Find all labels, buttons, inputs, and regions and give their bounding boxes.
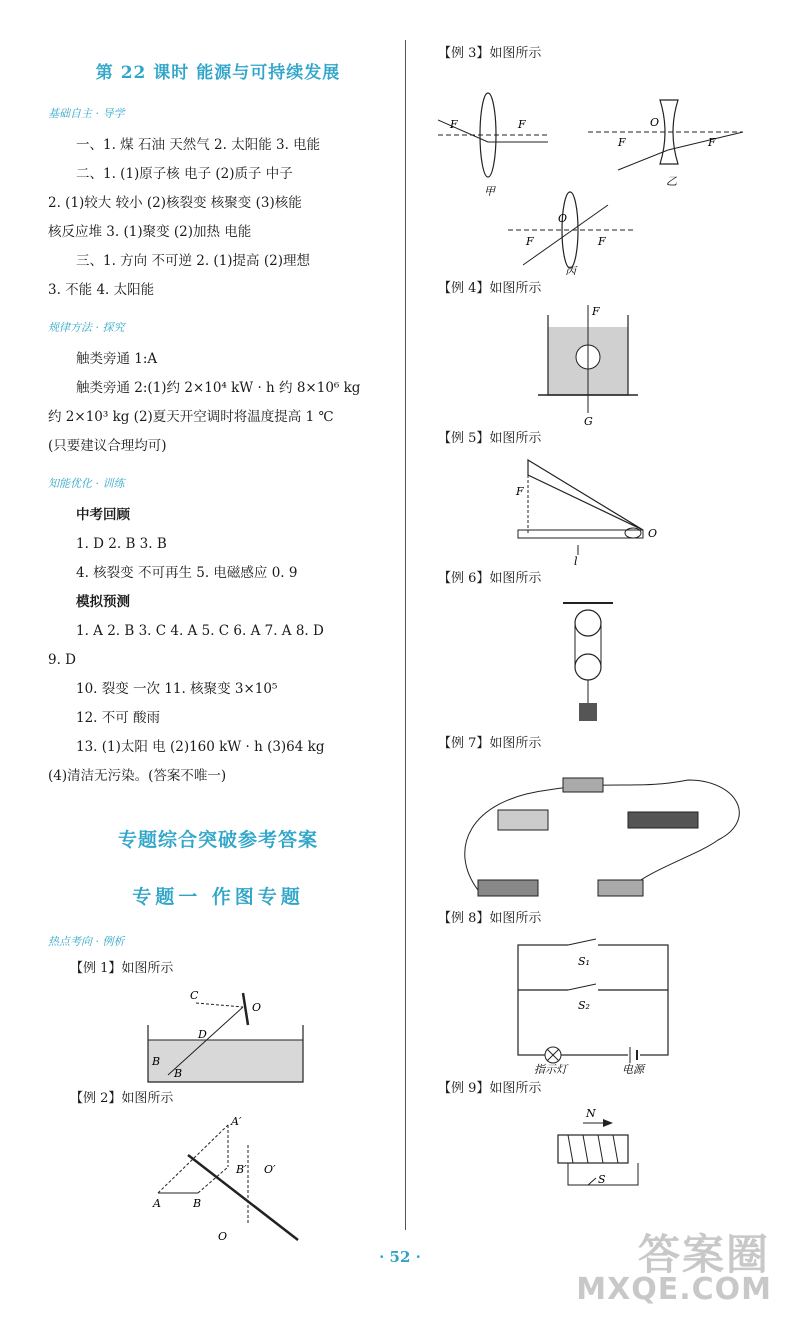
fig-label: 电源 bbox=[622, 1063, 644, 1075]
topic-subtitle: 专题一 作图专题 bbox=[132, 886, 304, 908]
watermark-logo: 答案圈 bbox=[637, 1230, 770, 1279]
figure-lenses bbox=[438, 70, 768, 275]
example-label: 【例 8】如图所示 bbox=[438, 911, 542, 926]
fig-label: 丙 bbox=[565, 265, 576, 275]
fig-label: F bbox=[592, 305, 600, 318]
fig-label: 乙 bbox=[666, 175, 677, 188]
figure-buoyancy bbox=[438, 305, 768, 425]
answer-line: 3. 不能 4. 太阳能 bbox=[48, 282, 155, 298]
fig-label: B′ bbox=[236, 1163, 247, 1176]
answer-line: 2. (1)较大 较小 (2)核裂变 核聚变 (3)核能 bbox=[48, 195, 302, 211]
example-label: 【例 1】如图所示 bbox=[70, 961, 174, 976]
example-label: 【例 5】如图所示 bbox=[438, 431, 542, 446]
answer-line: 触类旁通 1:A bbox=[76, 351, 158, 367]
figure-lever-stapler bbox=[438, 455, 768, 565]
figure-electromagnet bbox=[438, 1105, 768, 1215]
fig-label: F bbox=[618, 136, 626, 149]
answer-line: 4. 核裂变 不可再生 5. 电磁感应 0. 9 bbox=[76, 565, 298, 581]
fig-label: B bbox=[152, 1055, 161, 1068]
fig-label: F bbox=[518, 118, 526, 131]
subsection-heading: 中考回顾 bbox=[76, 507, 130, 523]
subsection-heading: 模拟预测 bbox=[76, 594, 130, 610]
answer-line: 9. D bbox=[48, 652, 76, 668]
fig-label: F bbox=[598, 235, 606, 248]
fig-label: F bbox=[526, 235, 534, 248]
answer-line: 1. A 2. B 3. C 4. A 5. C 6. A 7. A 8. D bbox=[76, 623, 324, 639]
topic-title: 专题综合突破参考答案 bbox=[117, 829, 318, 851]
section-heading-examples: 热点考向 · 例析 bbox=[48, 935, 125, 948]
fig-label: D bbox=[198, 1028, 207, 1041]
fig-label: F bbox=[708, 136, 716, 149]
watermark-url: MXQE.COM bbox=[576, 1272, 772, 1307]
left-column bbox=[48, 40, 388, 1245]
example-label: 【例 4】如图所示 bbox=[438, 281, 542, 296]
fig-label: F bbox=[516, 485, 524, 498]
answer-line: 13. (1)太阳 电 (2)160 kW · h (3)64 kg bbox=[76, 739, 325, 755]
example-label: 【例 2】如图所示 bbox=[70, 1091, 174, 1106]
answer-line: 三、1. 方向 不可逆 2. (1)提高 (2)理想 bbox=[76, 253, 310, 269]
example-label: 【例 3】如图所示 bbox=[438, 46, 542, 61]
answer-line: 二、1. (1)原子核 电子 (2)质子 中子 bbox=[76, 166, 293, 182]
figure-circuit-physical bbox=[438, 760, 768, 905]
answer-line: 1. D 2. B 3. B bbox=[76, 536, 167, 552]
fig-label: F bbox=[450, 118, 458, 131]
fig-label: O bbox=[252, 1001, 262, 1014]
fig-label: O bbox=[218, 1230, 228, 1243]
answer-line: 约 2×10³ kg (2)夏天开空调时将温度提高 1 ℃ bbox=[48, 409, 334, 425]
answer-line: 一、1. 煤 石油 天然气 2. 太阳能 3. 电能 bbox=[76, 137, 321, 153]
page-number: · 52 · bbox=[379, 1248, 421, 1266]
fig-label: 甲 bbox=[484, 185, 495, 198]
answer-line: 触类旁通 2:(1)约 2×10⁴ kW · h 约 8×10⁶ kg bbox=[76, 380, 361, 396]
right-column bbox=[438, 40, 768, 1215]
answer-line: (4)清洁无污染。(答案不唯一) bbox=[48, 768, 227, 784]
fig-label: G bbox=[584, 415, 593, 425]
column-divider bbox=[405, 40, 406, 1230]
fig-label: O bbox=[648, 527, 658, 540]
figure-pulley bbox=[438, 595, 768, 730]
example-label: 【例 9】如图所示 bbox=[438, 1081, 542, 1096]
fig-label: C bbox=[190, 989, 199, 1002]
answer-line: 10. 裂变 一次 11. 核聚变 3×10⁵ bbox=[76, 681, 278, 697]
fig-label: l bbox=[574, 555, 578, 565]
answer-line: 12. 不可 酸雨 bbox=[76, 710, 161, 726]
section-heading-method: 规律方法 · 探究 bbox=[48, 321, 125, 334]
figure-circuit-diagram bbox=[438, 935, 768, 1075]
lesson-title: 第 22 课时 能源与可持续发展 bbox=[95, 63, 341, 83]
fig-label: S₁ bbox=[578, 955, 590, 968]
fig-label: A bbox=[153, 1197, 161, 1210]
section-heading-basic: 基础自主 · 导学 bbox=[48, 107, 125, 120]
fig-label: A′ bbox=[231, 1115, 242, 1128]
figure-plane-mirror bbox=[48, 1115, 388, 1245]
answer-line: (只要建议合理均可) bbox=[48, 438, 167, 454]
answer-line: 核反应堆 3. (1)聚变 (2)加热 电能 bbox=[48, 224, 252, 240]
example-label: 【例 7】如图所示 bbox=[438, 736, 542, 751]
fig-label: O′ bbox=[264, 1163, 276, 1176]
fig-label: O bbox=[650, 116, 660, 129]
example-label: 【例 6】如图所示 bbox=[438, 571, 542, 586]
fig-label: S₂ bbox=[578, 999, 590, 1012]
fig-label: O bbox=[558, 212, 568, 225]
fig-label: B bbox=[174, 1067, 183, 1080]
section-heading-train: 知能优化 · 训练 bbox=[48, 477, 125, 490]
fig-label: S bbox=[598, 1173, 606, 1186]
figure-reflection-refraction bbox=[48, 985, 388, 1085]
fig-label: 指示灯 bbox=[534, 1063, 567, 1075]
fig-label: N bbox=[586, 1107, 596, 1120]
fig-label: B bbox=[193, 1197, 202, 1210]
